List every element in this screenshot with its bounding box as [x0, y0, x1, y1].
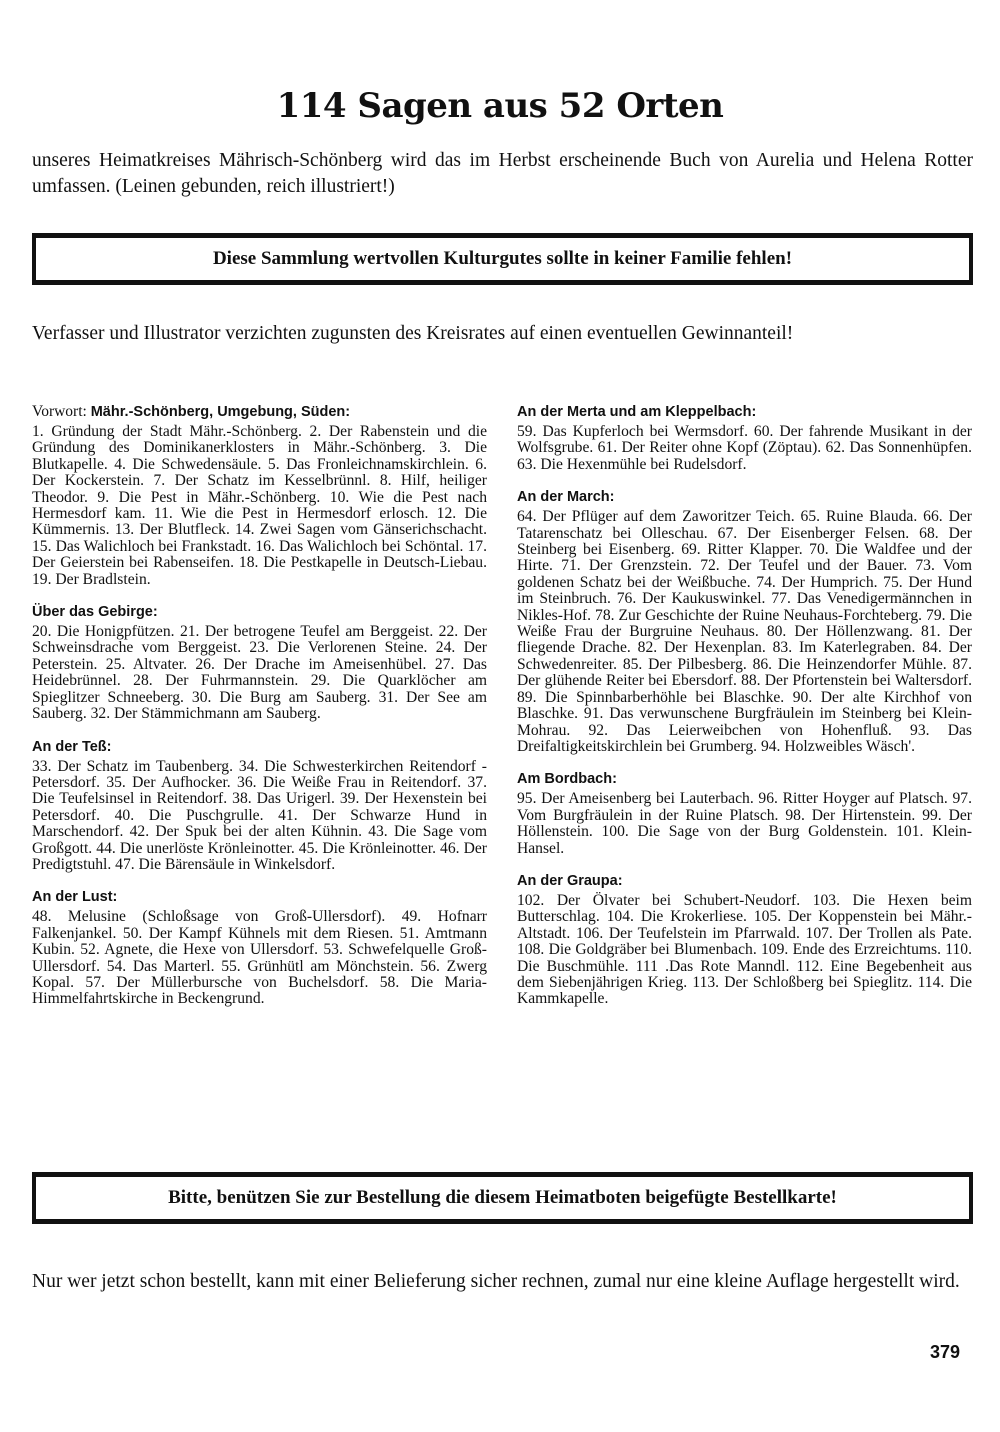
- section: [517, 403, 972, 473]
- section: [32, 403, 487, 588]
- author-note: Verfasser und Illustrator verzichten zugunsten des Kreisrates auf einen eventuellen Gewinnanteil!: [32, 323, 794, 344]
- section-text: 1. Gründung der Stadt Mähr.-Schönberg. 2. Der Rabenstein und die Gründung des Dominikanerklosters in Mähr.-Schönberg. 3. Die Blutkapelle. 4. Die Schwedensäule. 5. Das Fronleichnamskirchlein. 6. Der Kockerstein. 7. Der Schatz im Kesselbrünnl. 8. Hilf, heiliger Theodor. 9. Die Pest in Mähr.-Schönberg. 10. Wie die Pest nach Hermesdorf kam. 11. Wie die Pest in Hermesdorf erlosch. 12. Die Kümmernis. 13. Der Blutfleck. 14. Zwei Sagen vom Gänserichschacht. 15. Das Walichloch bei Frankstadt. 16. Das Walichloch bei Schöntal. 17. Der Geierstein bei Rabenseifen. 18. Die Pestkapelle in Deutsch-Liebau. 19. Der Bradlstein.: [32, 423, 487, 588]
- intro-paragraph: unseres Heimatkreises Mährisch-Schönberg wird das im Herbst erscheinende Buch von Aurelia und Helena Rotter umfassen. (Leinen gebunden, reich illustriert!): [32, 150, 973, 197]
- page-title: 114 Sagen aus 52 Orten: [276, 86, 724, 126]
- callout-box-collection: [32, 233, 973, 285]
- right-column: [517, 403, 972, 1023]
- callout-box-order: [32, 1172, 973, 1224]
- page-number: 379: [930, 1342, 961, 1362]
- callout-text: Bitte, benützen Sie zur Bestellung die diesem Heimatboten beigefügte Bestellkarte!: [168, 1187, 837, 1208]
- section-heading: [32, 403, 487, 421]
- section-text: 59. Das Kupferloch bei Wermsdorf. 60. Der fahrende Musikant in der Wolfsgrube. 61. Der Reiter ohne Kopf (Zöptau). 62. Das Sonnenhüpfen. 63. Die Hexenmühle bei Rudelsdorf.: [517, 423, 972, 473]
- section: [517, 770, 972, 857]
- section-heading: An der Teß:: [32, 738, 112, 755]
- section-heading: An der Merta und am Kleppelbach:: [517, 404, 757, 420]
- section-text: 64. Der Pflüger auf dem Zaworitzer Teich. 65. Ruine Blauda. 66. Der Tatarenschatz bei Olleschau. 67. Der Eisenberger Felsen. 68. Der Steinberg bei Eisenberg. 69. Ritter Klapper. 70. Die Waldfee und der Hirte. 71. Der Grenzstein. 72. Der Teufel und der Bauer. 73. Vom goldenen Schatz bei der Weißbuche. 74. Der Humprich. 75. Der Hund im Steinbruch. 76. Der Kaukuswinkel. 77. Das Venedigermännchen in Nikles-Hof. 78. Zur Geschichte der Ruine Neuhaus-Forchteberg. 79. Die Weiße Frau der Burgruine Neuhaus. 80. Der Höllenzwang. 81. Der fliegende Drache. 82. Der Hexenplan. 83. Im Katerlegraben. 84. Der Schwedenreiter. 85. Der Pilbesberg. 86. Die Heinzendorfer Mühle. 87. Der glühende Reiter bei Ebersdorf. 88. Der Pfortenstein bei Waltersdorf. 89. Die Spinnbarberhöhle bei Blaschke. 90. Der alte Kirchhof von Blaschke. 91. Das verwunschene Burgfräulein im Steinberg bei Klein-Mohrau. 92. Das Leierweibchen von Hohenfluß. 93. Das Dreifaltigkeitskirchlein bei Grumberg. 94. Holzweibles Wäsch'.: [517, 508, 972, 755]
- section-heading: An der Graupa:: [517, 872, 623, 889]
- section-heading: An der Lust:: [32, 889, 118, 906]
- section-heading-text: Mähr.-Schönberg, Umgebung, Süden:: [90, 404, 351, 420]
- section-text: 95. Der Ameisenberg bei Lauterbach. 96. Ritter Hoyger auf Platsch. 97. Vom Burgfräulein in der Ruine Platsch. 98. Der Hirtenstein. 99. Der Höllenstein. 100. Die Sage von der Burg Goldenstein. 101. Klein-Hansel.: [517, 790, 972, 857]
- section-heading: Am Bordbach:: [517, 771, 617, 788]
- section: [517, 872, 972, 1008]
- section-text: 33. Der Schatz im Taubenberg. 34. Die Schwesterkirchen Reitendorf - Petersdorf. 35. Der Aufhocker. 36. Die Weiße Frau in Reitendorf. 37. Die Teufelsinsel in Reitendorf. 38. Das Urigerl. 39. Der Hexenstein bei Petersdorf. 40. Die Puschgrulle. 41. Der Schwarze Hund in Marschendorf. 42. Der Spuk bei der alten Kühnin. 43. Die Sage vom Großgott. 44. Die unerlöste Krönleinotter. 45. Die Krönleinotter. 46. Der Predigtstuhl. 47. Die Bärensäule in Winkelsdorf.: [32, 757, 487, 873]
- section-text: 48. Melusine (Schloßsage von Groß-Ullersdorf). 49. Hofnarr Falkenjankel. 50. Der Kampf Kühnels mit dem Riesen. 51. Amtmann Kubin. 52. Agnete, die Hexe von Ullersdorf. 53. Schwefelquelle Groß-Ullersdorf. 54. Das Marterl. 55. Grünhütl am Mönchstein. 56. Zwerg Kopal. 57. Der Müllerbursche von Buchelsdorf. 58. Die Maria-Himmelfahrtskirche in Beckengrund.: [32, 908, 487, 1008]
- closing-paragraph: Nur wer jetzt schon bestellt, kann mit einer Belieferung sicher rechnen, zumal nur eine kleine Auflage hergestellt wird.: [32, 1271, 960, 1292]
- section-heading: An der March:: [517, 489, 615, 506]
- section: [32, 603, 487, 722]
- section-text: 102. Der Ölvater bei Schubert-Neudorf. 103. Die Hexen beim Butterschlag. 104. Die Krokerliese. 105. Der Koppenstein bei Mähr.-Altstadt. 106. Der Teufelstein im Pfarrwald. 107. Der Trollen als Pate. 108. Die Goldgräber bei Blumenbach. 109. Ende des Erzreichtums. 110. Die Buschmühle. 111 .Das Rote Manndl. 112. Eine Begebenheit aus dem Siebenjährigen Krieg. 113. Der Schloßberg bei Spieglitz. 114. Die Kammkapelle.: [517, 891, 972, 1008]
- section: [32, 888, 487, 1007]
- callout-text: Diese Sammlung wertvollen Kulturgutes sollte in keiner Familie fehlen!: [212, 248, 793, 269]
- section-text: 20. Die Honigpfützen. 21. Der betrogene Teufel am Berggeist. 22. Der Schweinsdrache vom Berggeist. 23. Die Verlorenen Steine. 24. Der Peterstein. 25. Altvater. 26. Der Drache im Ameisenhübel. 27. Das Heidebrünnel. 28. Der Fuhrmannstein. 29. Die Quarklöcher am Spieglitzer Schneeberg. 30. Die Burg am Sauberg. 31. Der See am Sauberg. 32. Der Stämmichmann am Sauberg.: [32, 623, 487, 723]
- section-heading: Über das Gebirge:: [32, 604, 158, 621]
- section-prefix: Vorwort:: [32, 403, 91, 420]
- section: [517, 488, 972, 755]
- left-column: [32, 403, 487, 1023]
- section: [32, 738, 487, 874]
